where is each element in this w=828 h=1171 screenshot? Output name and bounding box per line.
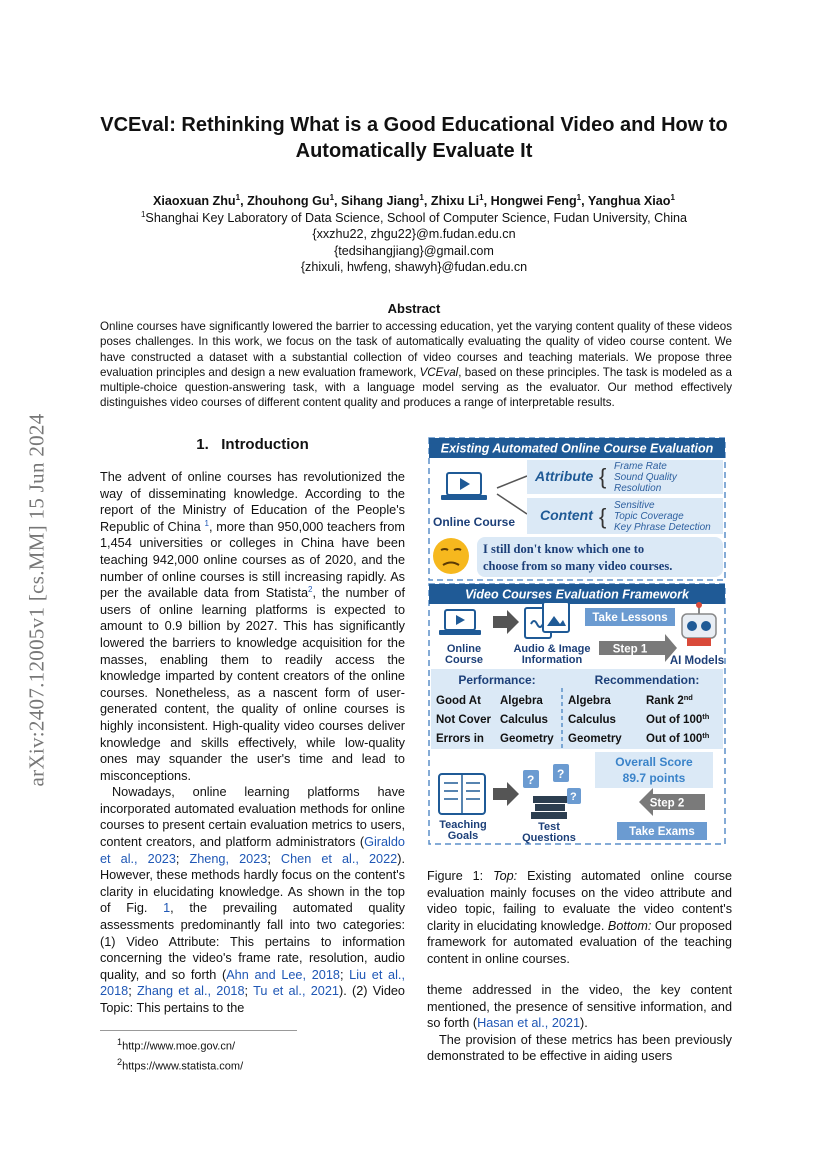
footnote: $^2$https://www.statista.com/ bbox=[117, 1056, 244, 1073]
performance-label: Good At bbox=[436, 695, 481, 707]
online-course-label: Online bbox=[446, 643, 482, 655]
take-exams-text: Take Exams bbox=[629, 826, 695, 838]
online-course-label: Online Course bbox=[433, 515, 516, 529]
content-label: Content bbox=[540, 507, 593, 523]
author-block bbox=[90, 193, 738, 276]
body-paragraph: theme addressed in the video, the key content mentioned, the presence of sensitive information, and so forth (Hasan et al., 2021). bbox=[427, 983, 732, 1031]
footnote-ref[interactable]: 2 bbox=[308, 584, 313, 594]
affiliation-mark: 1 bbox=[235, 192, 241, 202]
question-books-icon bbox=[523, 764, 581, 819]
performance-label: Errors in bbox=[436, 733, 484, 745]
arxiv-stamp-text: arXiv:2407.12005v1 [cs.MM] 15 Jun 2024 bbox=[24, 413, 49, 787]
sad-face-icon bbox=[433, 538, 469, 574]
audio-image-label: Audio & Image bbox=[513, 643, 591, 655]
teaching-goals-label: Teaching bbox=[439, 819, 487, 831]
audio-image-icon bbox=[525, 602, 569, 638]
recommendation-rank: Out of 100th bbox=[646, 712, 710, 726]
laptop-icon bbox=[441, 473, 487, 500]
recommendation-subject: Calculus bbox=[568, 714, 616, 726]
figure-caption: Figure 1: Top: Existing automated online course evaluation mainly focuses on the video attribute and video topic, failing to evaluate the video content's clarity in elucidating knowledge. Bottom: Our proposed framework for automated evaluation of the teaching content in online courses. bbox=[427, 869, 732, 966]
arxiv-stamp bbox=[22, 350, 52, 850]
step1-text: Step 1 bbox=[612, 643, 648, 656]
author-names: Xiaoxuan Zhu$^1$, Zhouhong Gu$^1$, Sihang Jiang$^1$, Zhixu Li$^1$, Hongwei Feng$^1$, Yanghua Xiao$^1$ bbox=[153, 192, 675, 208]
affiliation-mark: 1 bbox=[576, 192, 582, 202]
recommendation-subject: Geometry bbox=[568, 733, 622, 745]
test-questions-label: Test bbox=[538, 821, 560, 833]
online-course-label: Course bbox=[445, 654, 483, 666]
abstract-text: Online courses have significantly lowered the barrier to accessing education, yet the varying content quality of these videos poses challenges. In this work, we focus on the task of automatically evaluating the quality of video course content. We have constructed a dataset with a substantial collection of video courses and teaching materials. We propose three evaluation principles and design a new evaluation framework, VCEval, based on these principles. The task is modeled as a multiple-choice question-answering task, with a language model serving as the evaluator. Our method effectively distinguishes video courses of different content quality and produces a range of interpretable results. bbox=[100, 320, 732, 410]
performance-subject: Geometry bbox=[500, 733, 554, 745]
author-name: Zhouhong Gu bbox=[247, 194, 330, 208]
content-item: Topic Coverage bbox=[614, 511, 684, 522]
citation-link[interactable]: Zheng, 2023 bbox=[189, 851, 268, 866]
footnotes bbox=[117, 1035, 243, 1074]
footnote-url[interactable]: https://www.statista.com/ bbox=[122, 1060, 244, 1073]
affiliation-mark: 1 bbox=[419, 192, 424, 202]
test-questions-label: Questions bbox=[522, 832, 576, 844]
complaint-text: choose from so many video courses. bbox=[483, 559, 673, 573]
body-paragraph: The provision of these metrics has been previously demonstrated to be effective in aiding users bbox=[427, 1032, 732, 1064]
svg-text:?: ? bbox=[527, 773, 535, 787]
affiliation-mark: 1 bbox=[329, 192, 335, 202]
paper-title: VCEval: Rethinking What is a Good Educational Video and How to Automatically Evaluate It bbox=[100, 114, 728, 162]
step2-text: Step 2 bbox=[649, 797, 685, 810]
take-lessons-text: Take Lessons bbox=[592, 612, 668, 624]
checklist-icon bbox=[439, 774, 485, 814]
bottom-banner-text: Video Courses Evaluation Framework bbox=[465, 587, 689, 602]
robot-icon bbox=[682, 602, 716, 646]
email-line[interactable]: {zhixuli, hwfeng, shawyh}@fudan.edu.cn bbox=[300, 260, 528, 274]
overall-score-label: Overall Score bbox=[615, 755, 693, 769]
attribute-item: Resolution bbox=[614, 483, 662, 494]
footnote-rule bbox=[100, 1030, 297, 1031]
svg-text:?: ? bbox=[570, 791, 577, 803]
footnote-url[interactable]: http://www.moe.gov.cn/ bbox=[122, 1040, 235, 1053]
citation-link[interactable]: Ahn and Lee, 2018 bbox=[226, 967, 340, 982]
overall-score-value: 89.7 points bbox=[622, 771, 686, 785]
svg-text:?: ? bbox=[557, 767, 565, 781]
teaching-goals-label: Goals bbox=[447, 830, 479, 842]
recommendation-subject: Algebra bbox=[568, 695, 611, 707]
recommendation-heading: Recommendation: bbox=[594, 673, 700, 687]
brace: { bbox=[599, 464, 607, 489]
citation-link[interactable]: Hasan et al., 2021 bbox=[477, 1016, 581, 1031]
performance-subject: Calculus bbox=[500, 714, 548, 726]
recommendation-rank: Out of 100th bbox=[646, 731, 710, 745]
author-name: Zhixu Li bbox=[430, 194, 480, 208]
citation-link[interactable]: Giraldo et al., 2023 bbox=[100, 835, 405, 866]
performance-subject: Algebra bbox=[500, 695, 543, 707]
citation-link[interactable]: Zhang et al., 2018 bbox=[137, 984, 245, 999]
author-name: Hongwei Feng bbox=[490, 194, 577, 208]
email-line[interactable]: {tedsihangjiang}@gmail.com bbox=[334, 243, 494, 258]
author-name: Sihang Jiang bbox=[341, 194, 420, 208]
footnote-ref[interactable]: 1 bbox=[204, 518, 209, 528]
intro-paragraph-2: Nowadays, online learning platforms have incorporated automated evaluation methods for online courses to present certain evaluation metrics to users, content creators, and platform administrators (Giraldo et al., 2023; Zheng, 2023; Chen et al., 2022). However, these methods hardly focus on the content's clarity in elucidating knowledge. As shown in the top of Fig. 1, the prevailing automated quality assessments predominantly fall into two categories: (1) Video Attribute: This pertains to information concerning the video's frame rate, resolution, audio quality, and so forth (Ahn and Lee, 2018; Liu et al., 2018; Zhang et al., 2018; Tu et al., 2021). (2) Video Topic: This pertains to the bbox=[100, 785, 406, 1015]
section-heading: 1. Introduction bbox=[196, 436, 309, 453]
attribute-item: Sound Quality bbox=[614, 472, 677, 483]
affiliation-mark: 1 bbox=[670, 192, 675, 202]
top-banner-text: Existing Automated Online Course Evaluation bbox=[440, 441, 714, 456]
ai-models-label: AI Models bbox=[669, 655, 725, 667]
abstract-heading: Abstract bbox=[387, 301, 441, 316]
arrow-icon bbox=[493, 782, 519, 806]
performance-label: Not Cover bbox=[436, 714, 491, 726]
content-item: Sensitive bbox=[614, 500, 655, 511]
author-name: Yanghua Xiao bbox=[587, 194, 671, 208]
citation-link[interactable]: Liu et al., 2018 bbox=[100, 967, 405, 999]
email-line[interactable]: {xxzhu22, zhgu22}@m.fudan.edu.cn bbox=[312, 227, 516, 241]
footnote: $^1$http://www.moe.gov.cn/ bbox=[117, 1037, 235, 1053]
content-item: Key Phrase Detection bbox=[614, 522, 711, 533]
citation-link[interactable]: Tu et al., 2021 bbox=[253, 984, 339, 999]
intro-paragraph-1: The advent of online courses has revolutionized the way of disseminating knowledge. According to the report of the Ministry of Education of the People's Republic of China $^1$, more than 950,000 teachers from 1,454 universities or colleges in China have been teaching 942,000 online courses as of 2020, and the number of online courses is still increasing rapidly. As per the available data from Statista$^2$, the number of users of online learning platforms is expected to amount to 0.9 billion by 2027. This has significantly lowered the barriers to knowledge acquisition for the masses, enabling them to readily access the knowledge imparted by content creators of the online courses. Nonetheless, as a nascent form of user-generated content, the quality of online courses is highly inconsistent. High-quality video courses deliver knowledge and skills effectively, while low-quality ones may squander the user's time and lead to misconceptions. bbox=[100, 470, 405, 783]
author-name: Xiaoxuan Zhu bbox=[153, 194, 236, 208]
complaint-text: I still don't know which one to bbox=[483, 542, 645, 556]
audio-image-label: Information bbox=[521, 654, 583, 666]
brace: { bbox=[599, 504, 607, 529]
right-column bbox=[427, 982, 732, 1065]
affiliation: $^1$Shanghai Key Laboratory of Data Science, School of Computer Science, Fudan University, China bbox=[140, 209, 688, 225]
left-column bbox=[100, 469, 405, 1017]
performance-heading: Performance: bbox=[458, 673, 536, 687]
citation-link[interactable]: Chen et al., 2022 bbox=[280, 851, 398, 866]
arrow-icon bbox=[493, 610, 519, 634]
laptop-icon bbox=[439, 610, 481, 635]
attribute-item: Frame Rate bbox=[614, 461, 667, 472]
affiliation-mark: 1 bbox=[479, 192, 484, 202]
attribute-label: Attribute bbox=[535, 468, 594, 484]
recommendation-rank: Rank 2nd bbox=[646, 693, 693, 707]
figure-1 bbox=[427, 436, 727, 846]
figure-link[interactable]: 1 bbox=[163, 901, 171, 916]
